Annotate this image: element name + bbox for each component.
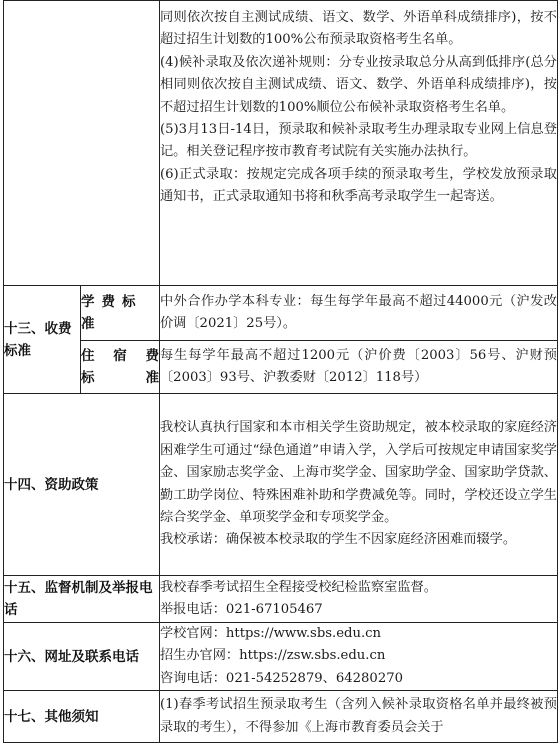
aid-paragraph: 我校认真执行国家和本市相关学生资助规定，被本校录取的家庭经济困难学生可通过“绿色通道”申请入学，入学后可按规定申请国家奖学金、国家励志奖学金、上海市奖学金、国家助学金、国家助学贷款、勤工助学岗位、特殊困难补助和学费减免等。同时，学校还设立学生综合奖学金、单项奖学金和专项奖学金。 — [160, 420, 557, 525]
table-row-supervision — [4, 576, 558, 623]
table-row-tuition — [4, 286, 558, 341]
empty-label-cell — [4, 1, 160, 286]
housing-label: 住宿费 标准 — [81, 341, 160, 394]
aid-paragraph: 我校承诺：确保被本校录取的学生不因家庭经济困难而辍学。 — [160, 532, 517, 548]
table-row-notes — [4, 691, 558, 743]
consult-phone: 咨询电话：021-54252879、64280270 — [160, 670, 403, 686]
admission-paragraph: (4)候补录取及依次递补规则：分专业按录取总分从高到低排序(总分相同则依次按自主测试成绩、语文、数学、外语单科成绩排序)，按不超过招生计划数的100%顺位公布候补录取资格考生名单。 — [160, 54, 557, 115]
tuition-text: 中外合作办学本科专业：每生每学年最高不超过44000元（沪发改价调〔2021〕25号）。 — [160, 286, 558, 341]
supervision-cell: 我校春季考试招生全程接受校纪检监察室监督。 举报电话：021-67105467 — [160, 576, 558, 623]
admissions-website-link[interactable]: 招生办官网：https://zsw.sbs.edu.cn — [160, 648, 386, 664]
aid-cell — [160, 394, 558, 576]
supervision-section-label: 十五、监督机制及举报电话 — [4, 576, 160, 623]
table-row-aid — [4, 394, 558, 576]
table-row-admission-rules — [4, 1, 558, 286]
contact-section-label: 十六、网址及联系电话 — [4, 623, 160, 691]
contact-cell — [160, 623, 558, 691]
admission-paragraph: (6)正式录取：按规定完成各项手续的预录取考生，学校发放预录取通知书，正式录取通知书将和秋季高考录取学生一起寄送。 — [160, 166, 557, 205]
housing-text: 每生每学年最高不超过1200元（沪价费〔2003〕56号、沪财预〔2003〕93号、沪教委财〔2012〕118号） — [160, 341, 558, 394]
table-row-contact — [4, 623, 558, 691]
school-website-link[interactable]: 学校官网：https://www.sbs.edu.cn — [160, 626, 382, 641]
fees-section-label: 十三、收费标准 — [4, 286, 81, 394]
admission-info-table — [3, 0, 558, 743]
notes-text: (1)春季考试招生预录取考生（含列入候补录取资格名单并最终被预录取的考生），不得参加《上海市教育委员会关于 — [160, 691, 558, 743]
report-phone: 举报电话：021-67105467 — [160, 602, 323, 617]
table-row-housing — [4, 341, 558, 394]
admission-paragraph: (5)3月13日-14日，预录取和候补录取考生办理录取专业网上信息登记。相关登记程序按市教育考试院有关实施办法执行。 — [160, 122, 557, 160]
aid-section-label: 十四、资助政策 — [4, 394, 160, 576]
admission-rules-cell — [160, 1, 558, 286]
tuition-label: 学费标准 — [81, 286, 160, 341]
notes-section-label: 十七、其他须知 — [4, 691, 160, 743]
admission-paragraph: 同则依次按自主测试成绩、语文、数学、外语单科成绩排序)，按不超过招生计划数的100%公布预录取资格考生名单。 — [160, 10, 557, 48]
